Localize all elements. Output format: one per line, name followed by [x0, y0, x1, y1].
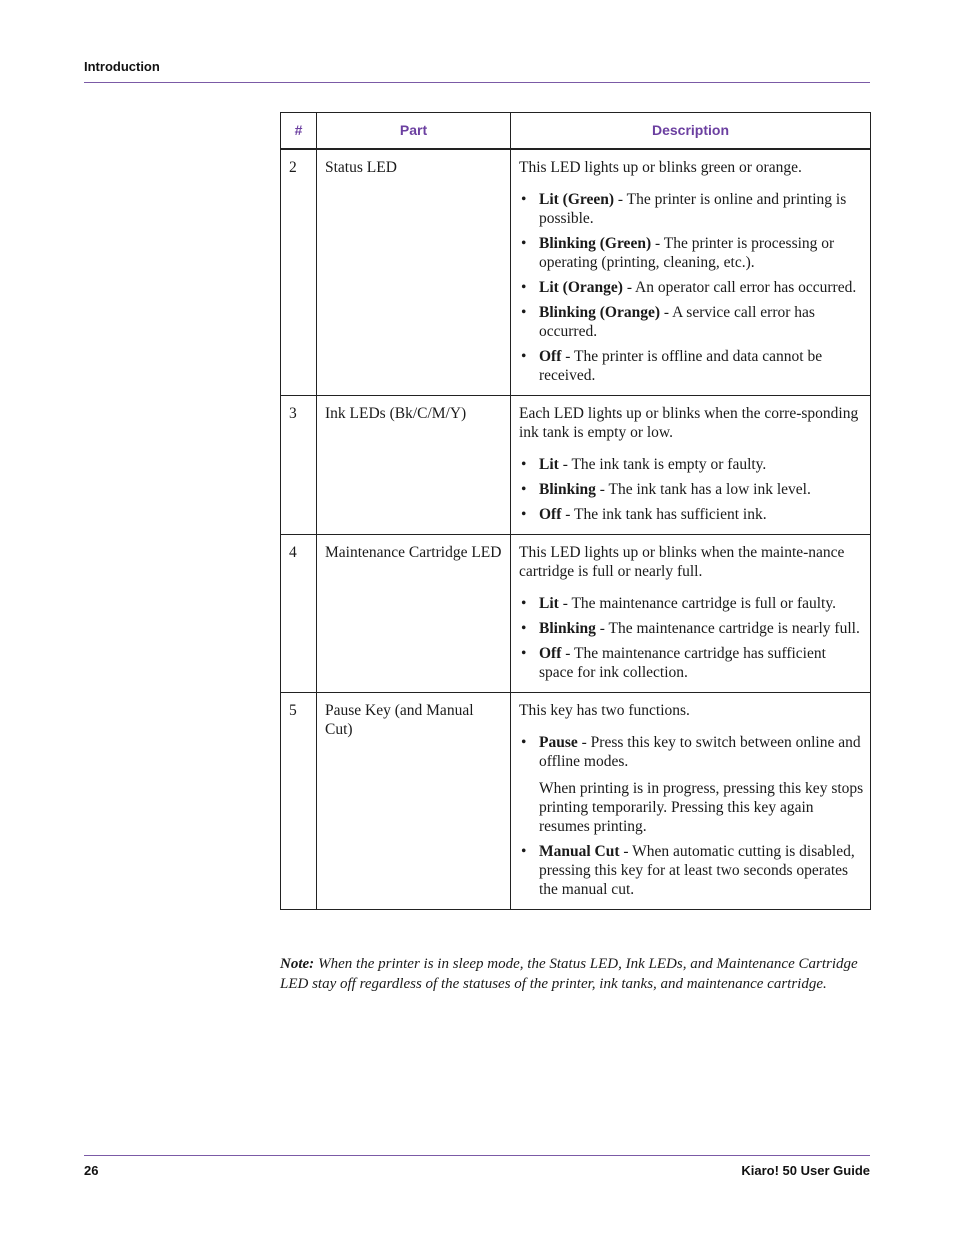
row-number: 4	[281, 535, 317, 693]
state-list	[519, 190, 864, 385]
running-header: Introduction	[84, 59, 160, 74]
part-description	[511, 693, 871, 910]
state-term: Lit	[539, 595, 559, 612]
list-item	[519, 480, 864, 499]
part-description	[511, 396, 871, 535]
part-name: Ink LEDs (Bk/C/M/Y)	[317, 396, 511, 535]
part-name: Pause Key (and Manual Cut)	[317, 693, 511, 910]
list-item	[519, 455, 864, 474]
state-text: - The printer is offline and data cannot be received.	[539, 348, 823, 384]
state-term: Off	[539, 506, 562, 523]
list-item	[519, 619, 864, 638]
state-text: - An operator call error has occurred.	[622, 279, 857, 296]
state-term: Lit (Orange)	[539, 279, 623, 296]
list-item	[519, 644, 864, 682]
list-item	[519, 347, 864, 385]
column-header-part: Part	[317, 113, 511, 150]
state-term: Manual Cut	[539, 843, 620, 860]
list-item	[519, 594, 864, 613]
state-term: Off	[539, 645, 562, 662]
state-text: - When automatic cutting is disabled, pressing this key for at least two seconds operates the manual cut.	[539, 843, 855, 898]
state-term: Lit	[539, 456, 559, 473]
note-text: When the printer is in sleep mode, the Status LED, Ink LEDs, and Maintenance Cartridge LED stay off regardless of the statuses of the printer, ink tanks, and maintenance cartridge.	[280, 956, 858, 992]
page-number: 26	[84, 1163, 99, 1178]
part-description	[511, 535, 871, 693]
part-name: Maintenance Cartridge LED	[317, 535, 511, 693]
list-item	[519, 190, 864, 228]
part-name: Status LED	[317, 149, 511, 396]
table-row	[281, 396, 871, 535]
state-text: - The maintenance cartridge is full or faulty.	[558, 595, 836, 612]
description-intro: Each LED lights up or blinks when the corre-sponding ink tank is empty or low.	[519, 405, 859, 441]
footer-rule	[84, 1155, 870, 1156]
list-item	[519, 234, 864, 272]
state-text: - The maintenance cartridge has sufficient space for ink collection.	[539, 645, 826, 681]
state-text: - The ink tank has a low ink level.	[595, 481, 811, 498]
table-row	[281, 693, 871, 910]
list-item	[519, 278, 864, 297]
list-item	[519, 733, 864, 836]
part-description	[511, 149, 871, 396]
table-row	[281, 149, 871, 396]
state-term: Off	[539, 348, 562, 365]
table-header-row	[281, 113, 871, 150]
column-header-number: #	[281, 113, 317, 150]
row-number: 2	[281, 149, 317, 396]
state-list	[519, 455, 864, 524]
description-intro: This LED lights up or blinks green or orange.	[519, 159, 802, 176]
description-intro: This key has two functions.	[519, 702, 690, 719]
document-title: Kiaro! 50 User Guide	[741, 1163, 870, 1178]
column-header-description: Description	[511, 113, 871, 150]
state-text: - The printer is online and printing is possible.	[539, 191, 847, 227]
list-item	[519, 842, 864, 899]
state-term: Blinking (Orange)	[539, 304, 661, 321]
state-text: - A service call error has occurred.	[539, 304, 815, 340]
state-text: - The printer is processing or operating (printing, cleaning, etc.).	[539, 235, 835, 271]
state-term: Blinking	[539, 481, 596, 498]
state-text: - Press this key to switch between online and offline modes.	[539, 734, 861, 770]
state-text: - The ink tank is empty or faulty.	[558, 456, 767, 473]
table-body	[281, 149, 871, 910]
list-item	[519, 505, 864, 524]
state-term: Pause	[539, 734, 578, 751]
description-intro: This LED lights up or blinks when the mainte-nance cartridge is full or nearly full.	[519, 544, 845, 580]
state-subtext: When printing is in progress, pressing this key stops printing temporarily. Pressing this key again resumes printing.	[539, 780, 864, 835]
row-number: 5	[281, 693, 317, 910]
note-label: Note:	[280, 956, 315, 972]
note	[280, 955, 870, 994]
state-term: Blinking	[539, 620, 596, 637]
state-list	[519, 733, 864, 899]
state-term: Lit (Green)	[539, 191, 615, 208]
row-number: 3	[281, 396, 317, 535]
state-text: - The maintenance cartridge is nearly full.	[595, 620, 860, 637]
table-row	[281, 535, 871, 693]
state-text: - The ink tank has sufficient ink.	[561, 506, 767, 523]
parts-table	[280, 112, 871, 910]
list-item	[519, 303, 864, 341]
state-term: Blinking (Green)	[539, 235, 652, 252]
state-list	[519, 594, 864, 682]
header-rule	[84, 82, 870, 83]
